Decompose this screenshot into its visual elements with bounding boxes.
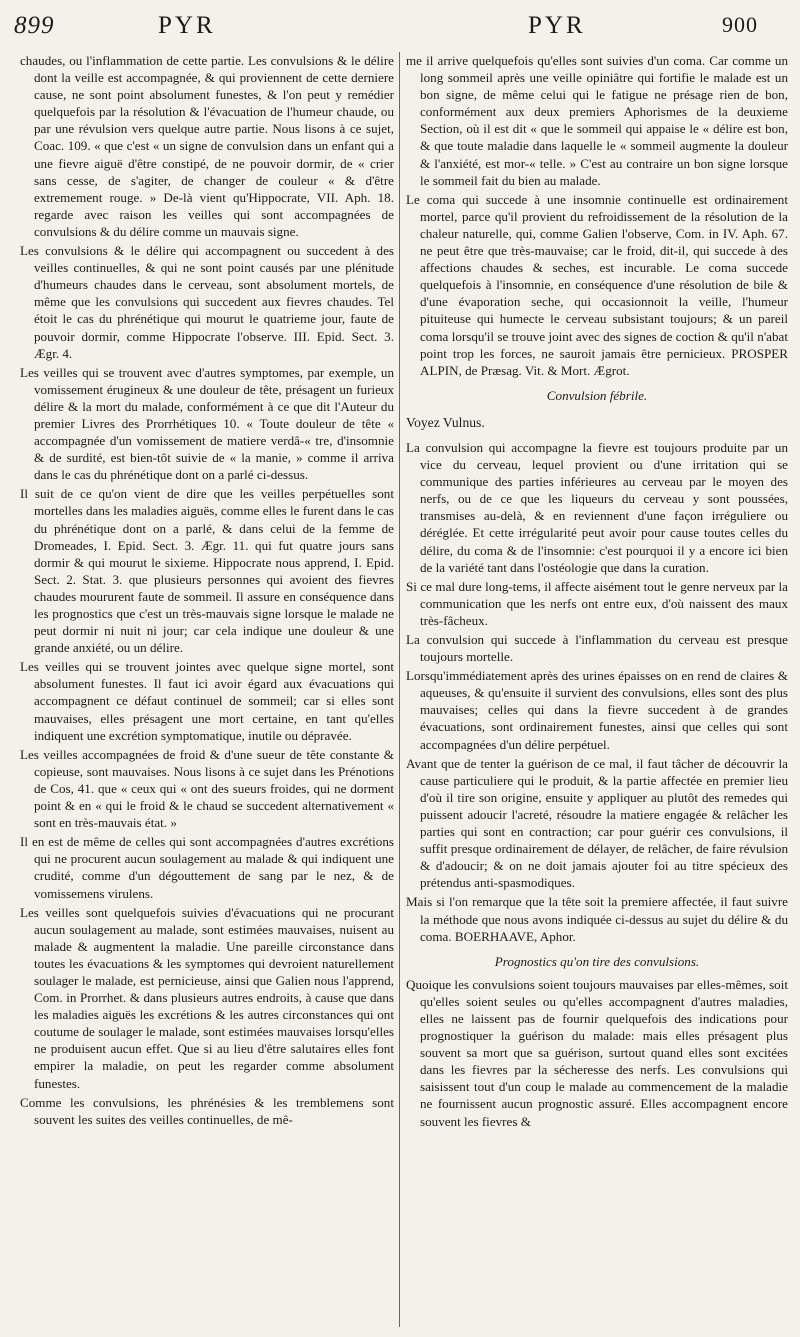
paragraph: Mais si l'on remarque que la tête soit la premiere affectée, il faut suivre la méthode que nous avons indiquée ci-dessus au sujet du délire & du coma. BOERHAAVE, Aphor. xyxy=(406,894,788,944)
paragraph: La convulsion qui accompagne la fievre est toujours produite par un vice du cerveau, lequel provient ou d'une irritation qui se communique des parties inférieures au cerveau par le moyen des nerfs, ou de ce que les liqueurs du cerveau y sont poussées, transmises au-delà, & en reviennent d'une façon irréguliere ou déréglée. Et cette irrégularité peut avoir pour cause toutes celles du délire, du coma & de l'insomnie: c'est pourquoi il y a encore ici bien de la variété tant dans l'ostéologie que dans la curation. xyxy=(406,439,788,575)
left-running-title: PYR xyxy=(158,12,216,39)
paragraph: Comme les convulsions, les phrénésies & les tremblemens sont souvent les suites des veilles continuelles, de mê- xyxy=(20,1094,394,1127)
paragraph: Il en est de même de celles qui sont accompagnées d'autres excrétions qui ne procurent aucun soulagement au malade & qui indiquent une crudité, comme d'un dégouttement de sang par le nez, & de vomissemens virulens. xyxy=(20,834,394,901)
section-subheading: Prognostics qu'on tire des convulsions. xyxy=(494,953,700,969)
left-page-number: 899 xyxy=(14,12,55,39)
paragraph: Les veilles sont quelquefois suivies d'évacuations qui ne procurant aucun soulagement au malade, sont estimées mauvaises, nuisent au malade & augmentent la maladie. Une pareille circonstance dans toutes les évacuations & les symptomes qui devroient naturellement soulager le malade, est pernicieuse, ainsi que Galien nous l'apprend, Com. in Prorrhet. & dans plusieurs autres endroits, à cause que dans les maladies aiguës les excrétions & les autres circonstances qui ont coutume de soulager le malade, sont estimées mauvaises lorsqu'elles ne produisent aucun effet. Que si au lieu d'être salutaires elles font empirer la maladie, on peut les regarder comme absolument funestes. xyxy=(20,904,394,1091)
right-column xyxy=(406,52,788,1132)
paragraph: Les veilles qui se trouvent jointes avec quelque signe mortel, sont absolument funestes. Il faut ici avoir égard aux évacuations qui accompagnent ce défaut continuel de sommeil; car si elles sont mauvaises, elles présagent une mort certaine, en tant qu'elles indiquent une excrétion symptomatique, inutile ou dépravée. xyxy=(20,659,394,743)
column-divider xyxy=(399,52,400,1327)
cross-reference: Voyez Vulnus. xyxy=(406,414,485,430)
section-subheading: Convulsion fébrile. xyxy=(546,387,648,403)
paragraph: Avant que de tenter la guérison de ce mal, il faut tâcher de découvrir la cause particuliere qui le produit, & la partie affectée en premier lieu d'où il tire son origine, ensuite y appliquer au plutôt des remedes qui puissent adoucir l'acreté, résoudre la matiere engagée & relâcher les parties qui sont en contraction; car pour guérir ces convulsions, il suffit presque ordinairement de délayer, de relâcher, de faire révulsion & d'adoucir; & on ne doit jamais ajouter foi au titre spécieux des prétendus anti-spasmodiques. xyxy=(406,755,788,891)
paragraph: Les veilles accompagnées de froid & d'une sueur de tête constante & copieuse, sont mauvaises. Nous lisons à ce sujet dans les Prénotions de Cos, 41. que « ceux qui « ont des sueurs froides, qui ne dorment point & en « qui le froid & le chaud se succedent alternativement « sont en très-mauvais état. » xyxy=(20,746,394,831)
paragraph: Les veilles qui se trouvent avec d'autres symptomes, par exemple, un vomissement érugineux & une douleur de tête, présagent un furieux délire & la mort du malade, conformément à ce que dit l'Auteur du premier Livres des Prorrhétiques 10. « Toute douleur de tête « accompagnée d'un vomissement de matiere verdâ-« tre, d'insomnie & de surdité, est bien-tôt suivie de « la manie, » comme il arriva dans le cas du phrénétique dont on a parlé ci-dessus. xyxy=(20,364,394,483)
paragraph: Lorsqu'immédiatement après des urines épaisses on en rend de claires & aqueuses, & qu'ensuite il survient des convulsions, elles sont des plus mauvaises; celles qui dans la fievre succedent à de grandes évacuations, sont ordinairement funestes, ainsi que celles qui sont accompagnées d'un délire perpétuel. xyxy=(406,668,788,752)
paragraph: Il suit de ce qu'on vient de dire que les veilles perpétuelles sont mortelles dans les maladies aiguës, comme elles le furent dans le cas du phrénétique dont on a parlé, & dans celui de la femme de Dromeades, I. Epid. Sect. 3. Ægr. 11. qui fut quatre jours sans dormir & qui mourut le sixieme. Hippocrate nous apprend, I. Epid. Sect. 2. Stat. 3. que plusieurs personnes qui avoient des fievres chaudes moururent faute de sommeil. Il assure en conséquence dans les prognostics que c'est un très-mauvais signe lorsque le malade ne peut dormir ni nuit ni jour; car cela indique une douleur & une grande anxiété, ou un délire. xyxy=(20,486,394,656)
paragraph: Si ce mal dure long-tems, il affecte aisément tout le genre nerveux par la communication que les nerfs ont entre eux, d'où naissent des maux très-fâcheux. xyxy=(406,578,788,628)
left-column xyxy=(20,52,394,1130)
paragraph: me il arrive quelquefois qu'elles sont suivies d'un coma. Car comme un long sommeil après une veille opiniâtre qui fortifie le malade est un bon signe, de même celui qui le fatigue ne présage rien de bon, conformément aux deux premiers Aphorismes de la deuxieme Section, où il est dit « que le sommeil qui appaise le « délire est bon, & que toute maladie dans laquelle le « sommeil augmente la douleur & l'anxiété, est mor-« telle. » C'est au contraire un bon signe lorsque le sommeil fait du bien au malade. xyxy=(406,53,788,188)
page-header xyxy=(0,8,800,48)
paragraph: Quoique les convulsions soient toujours mauvaises par elles-mêmes, soit qu'elles soient seules ou qu'elles accompagnent d'autres maladies, elles ne laissent pas de fournir quelquefois des indications pour prognostiquer la guérison du malade: mais elles présagent plus souvent sa mort que sa guérison, surtout quand elles sont excitées dans les fievres par la sécheresse des nerfs. Les convulsions qui saisissent tout d'un coup le malade au commencement de la maladie ne fournissent aucun prognostic assuré. Elles accompagnent encore souvent les fievres & xyxy=(406,976,788,1129)
right-running-title: PYR xyxy=(528,12,586,39)
paragraph: La convulsion qui succede à l'inflammation du cerveau est presque toujours mortelle. xyxy=(406,632,788,665)
paragraph: Les convulsions & le délire qui accompagnent ou succedent à des veilles continuelles, & qui ne sont point causés par une plénitude d'humeurs chaudes dans le cerveau, sont absolument mortels, de même que les convulsions qui succedent aux fievres chaudes. Tel étoit le cas du phrénétique qui mourut le quatrieme jour, faute de pouvoir dormir, comme Hippocrate l'observe. III. Epid. Sect. 3. Ægr. 4. xyxy=(20,243,394,361)
right-page-number: 900 xyxy=(722,12,758,37)
paragraph: Le coma qui succede à une insomnie continuelle est ordinairement mortel, parce qu'il provient du refroidissement de la résolution de la chaleur naturelle, qui, comme Galien l'observe, Com. in IV. Aph. 67. ne peut être que très-mauvaise; car le froid, dit-il, qui succede à des affections chaudes & seches, est incurable. Le coma succede quelquefois à l'insomnie, en conséquence d'une résolution de bile & d'une évaporation seche, qui occasionnoit la veille, l'humeur pituiteuse qui humecte le cerveau subsistant toujours; & un pareil coma lorsqu'il se trouve joint avec des signes de coction & qu'il n'abat point trop les forces, ne sauroit jamais être pernicieux. PROSPER ALPIN, de Præsag. Vit. & Mort. Ægrot. xyxy=(406,191,788,378)
paragraph: chaudes, ou l'inflammation de cette partie. Les convulsions & le délire dont la veille est accompagnée, & qui proviennent de cette derniere cause, ne sont point absolument funestes, & l'on peut y remédier quelquefois par la résolution & l'évacuation de l'humeur chaude, ou par une révulsion vers quelque autre partie. Nous lisons à ce sujet, Coac. 109. « que c'est « un signe de convulsion dans un enfant qui a une fievre aiguë d'être constipé, de ne pouvoir dormir, de « crier sans cesse, de s'agiter, de changer de couleur « & d'être extremement rouge. » De-là vient qu'Hippocrate, VII. Aph. 18. regarde avec raison les veilles qui sont accompagnées de convulsions & du délire comme un mauvais signe. xyxy=(20,53,394,239)
